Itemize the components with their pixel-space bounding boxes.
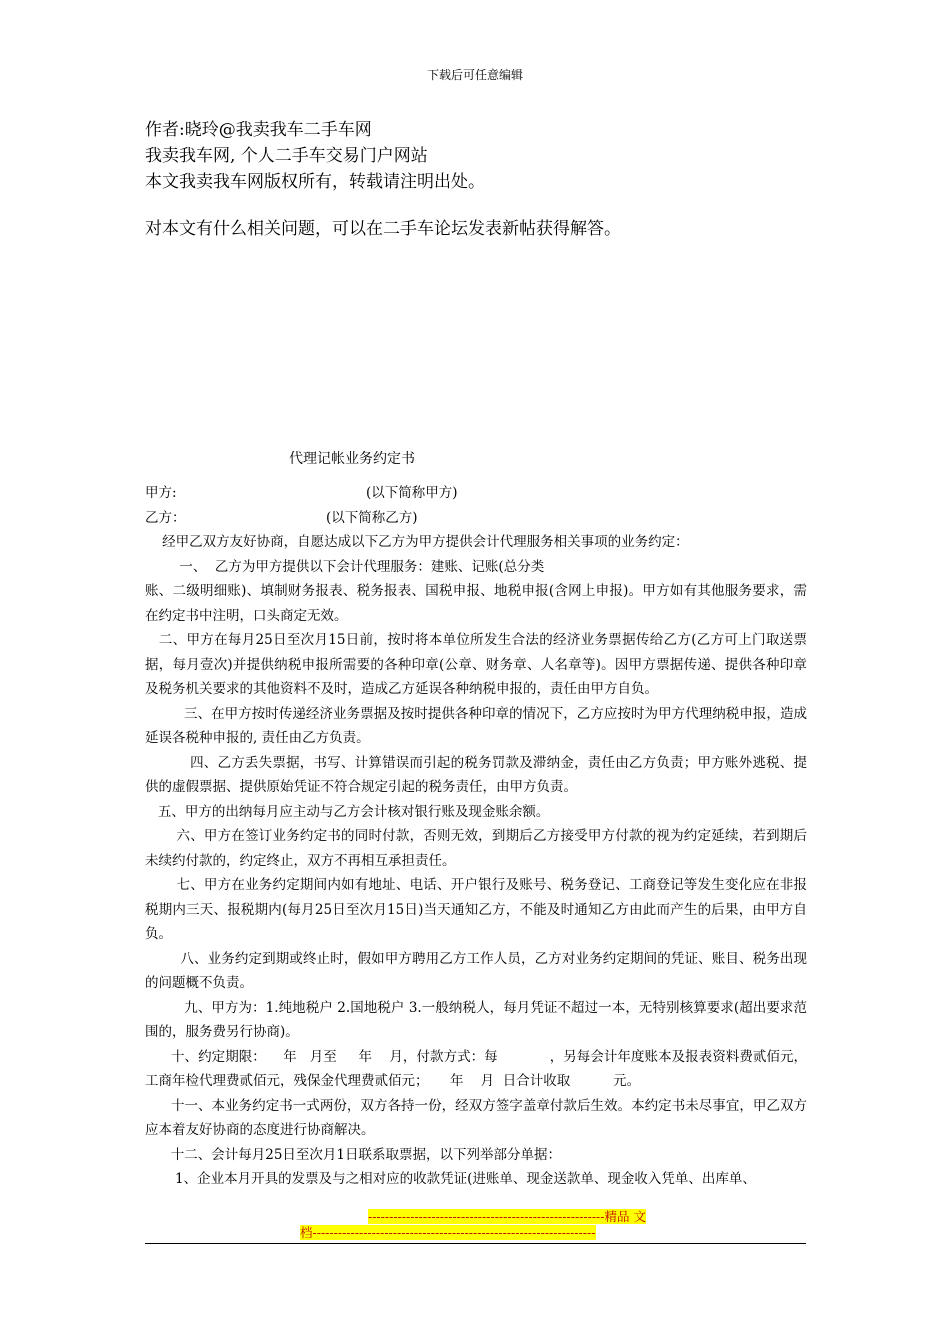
download-note: 下载后可任意编辑 bbox=[426, 68, 523, 82]
clause-11: 十一、本业务约定书一式两份，双方各持一份，经双方签字盖章付款后生效。本约定书未尽事宜，甲乙双方应本着友好协商的态度进行协商解决。 bbox=[145, 1097, 807, 1138]
clause-4: 四、乙方丢失票据，书写、计算错误而引起的税务罚款及滞纳金，责任由乙方负责；甲方账外逃税、提供的虚假票据、提供原始凭证不符合规定引起的税务责任，由甲方负责。 bbox=[145, 754, 807, 795]
clause-8: 八、业务约定到期或终止时，假如甲方聘用乙方工作人员，乙方对业务约定期间的凭证、账目、税务出现的问题概不负责。 bbox=[145, 950, 807, 991]
author-line: 作者:晓玲@我卖我车二手车网 bbox=[145, 120, 372, 140]
clause-7: 七、甲方在业务约定期间内如有地址、电话、开户银行及账号、税务登记、工商登记等发生变化应在非报税期内三天、报税期内(每月25日至次月15日)当天通知乙方，不能及时通知乙方由此而产生的后果，由甲方自负。 bbox=[145, 877, 807, 942]
document-title: 代理记帐业务约定书 bbox=[289, 451, 415, 467]
party-a-label: 甲方: bbox=[145, 485, 177, 501]
intro-paragraph: 经甲乙双方友好协商，自愿达成以下乙方为甲方提供会计代理服务相关事项的业务约定： bbox=[145, 534, 689, 550]
footer-divider bbox=[145, 1243, 806, 1244]
party-b-suffix: (以下简称乙方) bbox=[326, 510, 418, 526]
clause-6: 六、甲方在签订业务约定书的同时付款，否则无效，到期后乙方接受甲方付款的视为约定延续，若到期后未续约付款的，约定终止，双方不再相互承担责任。 bbox=[145, 828, 807, 869]
clause-1-heading: 一、 乙方为甲方提供以下会计代理服务：建账、记账(总分类 bbox=[145, 558, 545, 575]
party-b-label: 乙方： bbox=[145, 510, 186, 526]
clause-12-item-1: 1、企业本月开具的发票及与之相对应的收款凭证(进账单、现金送款单、现金收入凭单、出库单、 bbox=[145, 1171, 756, 1187]
footer-text-1: 精品 文 bbox=[604, 1209, 646, 1224]
clause-3: 三、在甲方按时传递经济业务票据及按时提供各种印章的情况下，乙方应按时为甲方代理纳税申报，造成延误各税种申报的, 责任由乙方负责。 bbox=[145, 705, 808, 746]
footer-banner-line-1 bbox=[300, 1209, 646, 1225]
party-a-suffix: (以下简称甲方) bbox=[366, 485, 458, 501]
clause-5: 五、甲方的出纳每月应主动与乙方会计核对银行账及现金账余额。 bbox=[145, 803, 550, 820]
footer-dashes-2: ------------------------------------------------------------------- bbox=[312, 1225, 596, 1240]
footer-banner-line-2 bbox=[300, 1225, 646, 1241]
clause-1-body: 账、二级明细账)、填制财务报表、税务报表、国税申报、地税申报(含网上申报)。甲方如有其他服务要求，需在约定书中注明，口头商定无效。 bbox=[145, 583, 807, 624]
clause-12: 十二、会计每月25日至次月1日联系取票据，以下列举部分单据： bbox=[145, 1146, 562, 1163]
forum-note: 对本文有什么相关问题，可以在二手车论坛发表新帖获得解答。 bbox=[145, 219, 621, 239]
footer-dashes-1: -------------------------------------------------------- bbox=[367, 1209, 605, 1224]
site-line: 我卖我车网, 个人二手车交易门户网站 bbox=[145, 146, 428, 166]
clause-9: 九、甲方为：1.纯地税户 2.国地税户 3.一般纳税人，每月凭证不超过一本，无特别核算要求(超出要求范围的，服务费另行协商)。 bbox=[145, 999, 807, 1040]
copyright-line: 本文我卖我车网版权所有，转载请注明出处。 bbox=[145, 172, 485, 192]
agreement-body bbox=[145, 530, 807, 1192]
author-block bbox=[145, 117, 485, 195]
clause-2: 二、甲方在每月25日至次月15日前，按时将本单位所发生合法的经济业务票据传给乙方(乙方可上门取送票据，每月壹次)并提供纳税申报所需要的各种印章(公章、财务章、人名章等)。因甲方票据传递、提供各种印章及税务机关要求的其他资料不及时，造成乙方延误各种纳税申报的，责任由甲方自负。 bbox=[145, 632, 808, 697]
footer-text-2: 档 bbox=[300, 1225, 313, 1240]
footer-banner bbox=[300, 1209, 646, 1241]
clause-10: 十、约定期限： 年 月至 年 月，付款方式：每 ，另每会计年度账本及报表资料费贰佰元，工商年检代理费贰佰元，残保金代理费贰佰元； 年 月 日合计收取 元。 bbox=[145, 1048, 808, 1089]
